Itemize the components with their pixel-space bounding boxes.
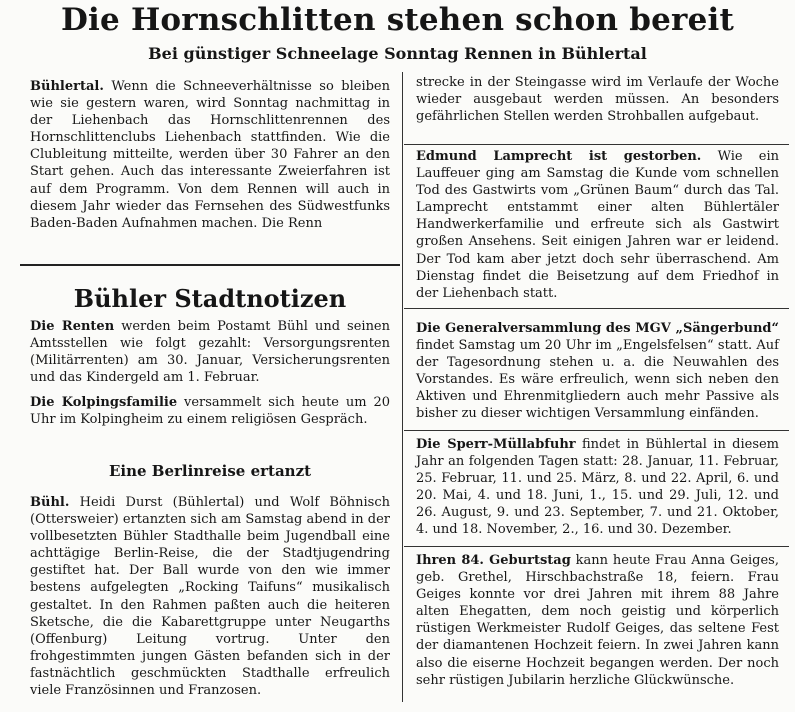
item-text: findet in Bühlertal in diesem Jahr an folgenden Tagen statt: 28. Januar, 11. Februar, 25. Februar, 11. und 25. März, 8. und 22. April, 6. und 20. Mai, 4. und 18. Juni, 1., 15. und 29. Juli, 12. und 26. August, 9. und 23. September, 7. und 21. Oktober, 4. und 18. November, 2., 16. und 30. Dezember. bbox=[416, 437, 780, 538]
item-divider bbox=[404, 430, 789, 431]
lead-article-text-continued: strecke in der Steingasse wird im Verlaufe der Woche wieder ausgebaut werden müssen. An besonders gefährlichen Stellen werden Strohballen aufgebaut. bbox=[416, 75, 779, 125]
subheadline: Bei günstiger Schneelage Sonntag Rennen in Bühlertal bbox=[148, 44, 647, 63]
right-column bbox=[416, 74, 779, 125]
item-text: findet Samstag um 20 Uhr im „Engelsfelsen“ statt. Auf der Tagesordnung stehen u. a. die Neuwahlen des Vorstandes. Es wäre erfreulich, wenn sich neben den Aktiven und Ehrenmitgliedern auch mehr Passive als bisher zu dieser wichtigen Versammlung einfänden. bbox=[416, 338, 779, 422]
item-divider bbox=[404, 144, 789, 145]
lead-article-paragraph bbox=[30, 78, 390, 232]
headline: Die Hornschlitten stehen schon bereit bbox=[60, 2, 735, 38]
lead-article-continuation bbox=[416, 74, 779, 125]
berlin-title: Eine Berlinreise ertanzt bbox=[108, 462, 312, 480]
item-lead: Edmund Lamprecht ist gestorben. bbox=[416, 149, 702, 164]
item-lead: Ihren 84. Geburtstag bbox=[416, 553, 571, 568]
note-lead: Die Renten bbox=[30, 319, 115, 334]
berlin-paragraph bbox=[30, 494, 390, 699]
dateline: Bühlertal. bbox=[30, 79, 104, 94]
item-divider bbox=[404, 308, 789, 309]
item-muellabfuhr bbox=[416, 436, 779, 539]
section-divider bbox=[20, 264, 400, 266]
item-lead: Die Sperr-Müllabfuhr bbox=[416, 437, 576, 452]
item-mgv bbox=[416, 320, 779, 423]
section-title: Bühler Stadtnotizen bbox=[73, 284, 347, 313]
note-lead: Die Kolpingsfamilie bbox=[30, 395, 178, 411]
item-geburtstag bbox=[416, 552, 779, 689]
berlin-text: Heidi Durst (Bühlertal) und Wolf Böhnisch (Ottersweier) ertanzten sich am Samstag abend in der vollbesetzten Bühler Stadthalle beim Jugendball eine achttägige Berlin-Reise, die der Stadtjugendring gestiftet hat. Der Ball wurde von den wie immer bestens aufgelegten „Rocking Taifuns“ musikalisch gestaltet. In den Rahmen paßten auch die heiteren Sketsche, die die Kabarettgruppe unter Neugarths (Offenburg) Leitung vortrug. Unter den frohgestimmten jungen Gästen befanden sich in der fastnächtlich geschmückten Stadthalle erfreulich viele Französinnen und Franzosen. bbox=[30, 495, 390, 699]
note-text: versammelt sich heute um 20 Uhr im Kolpingheim zu einem religiösen Gespräch. bbox=[30, 395, 390, 428]
item-text: Wie ein Lauffeuer ging am Samstag die Kunde vom schnellen Tod des Gastwirts vom „Grünen Baum“ durch das Tal. Lamprecht entstammt einer alten Bühlertäler Handwerkerfamilie und erfreute sich als Gastwirt großen Ansehens. Seit einigen Jahren war er leidend. Der Tod kam aber jetzt doch sehr überraschend. Am Dienstag findet die Beisetzung auf dem Friedhof in der Liehenbach statt. bbox=[416, 149, 779, 301]
stadtnotizen bbox=[30, 318, 390, 429]
item-divider bbox=[404, 546, 789, 547]
lead-article-text: Wenn die Schneeverhältnisse so bleiben wie sie gestern waren, wird Sonntag nachmittag in der Liehenbach das Hornschlittenrennen des Hornschlittenclubs Liehenbach stattfinden. Wie die Clubleitung mitteilte, werden über 30 Fahrer an den Start gehen. Auch das interessante Zweierfahren ist auf dem Programm. Von dem Rennen will auch in diesem Jahr wieder das Fernsehen des Südwestfunks Baden-Baden Aufnahmen machen. Die Renn bbox=[30, 79, 390, 231]
note-text: werden beim Postamt Bühl und seinen Amtsstellen wie folgt gezahlt: Versorgungsrenten (Militärrenten) am 30. Januar, Versicherungsrenten und das Kindergeld am 1. Februar. bbox=[30, 319, 391, 386]
item-text: kann heute Frau Anna Geiges, geb. Grethel, Hirschbachstraße 18, feiern. Frau Geiges konnte vor drei Jahren mit ihrem 88 Jahre alten Ehegatten, dem noch geistig und körperlich rüstigen Werkmeister Rudolf Geiges, das seltene Fest der diamantenen Hochzeit feiern. In zwei Jahren kann also die eiserne Hochzeit begangen werden. Der noch sehr rüstigen Jubilarin herzliche Glückwünsche. bbox=[416, 553, 779, 688]
dateline: Bühl. bbox=[30, 495, 70, 510]
note-renten bbox=[30, 318, 390, 386]
item-lead: Die Generalversammlung des MGV „Sängerbund“ bbox=[416, 321, 779, 336]
column-divider bbox=[402, 72, 403, 702]
lead-article-left bbox=[30, 78, 390, 232]
item-lamprecht bbox=[416, 148, 779, 302]
berlin-article bbox=[30, 494, 390, 699]
note-kolping bbox=[30, 394, 390, 428]
